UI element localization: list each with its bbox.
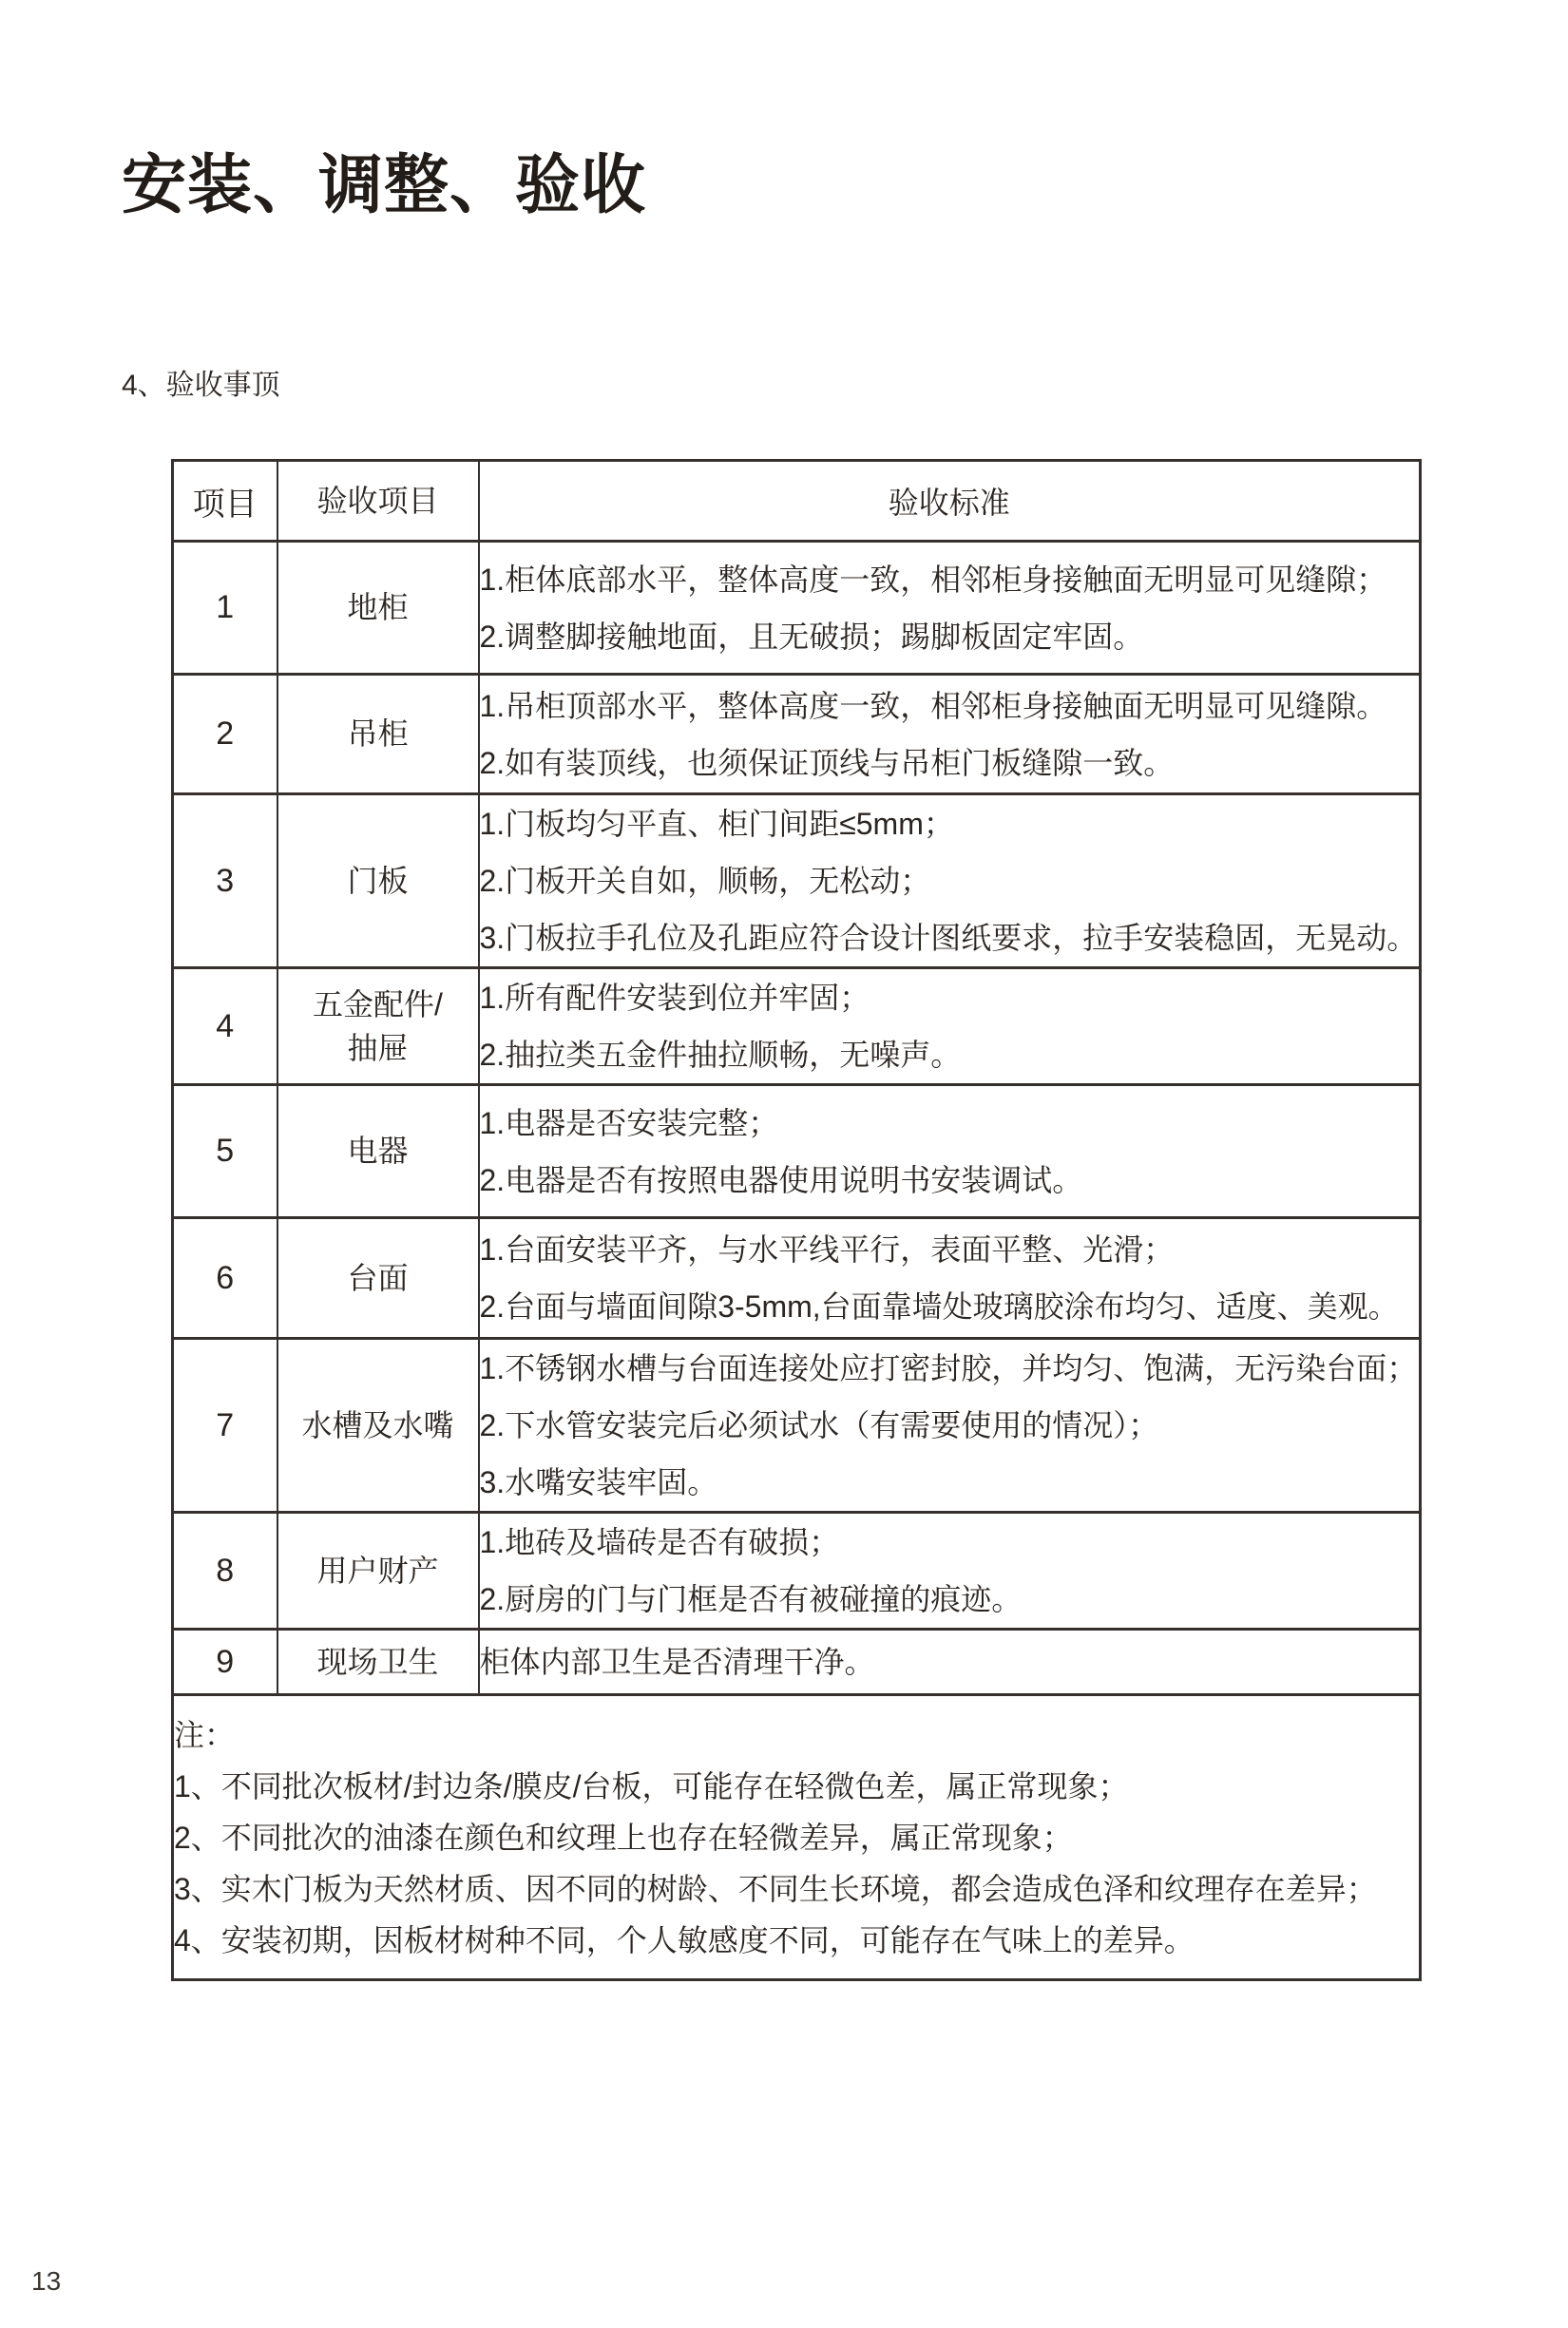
table-row [173,1630,1421,1695]
note-line: 1、不同批次板材/封边条/膜皮/台板，可能存在轻微色差，属正常现象； [174,1768,1129,1803]
row-number: 3 [173,794,277,968]
standard-line: 1.电器是否安装完整； [479,1105,779,1140]
col-header-item-no: 项目 [173,461,277,542]
standard-line: 3.门板拉手孔位及孔距应符合设计图纸要求，拉手安装稳固，无晃动。 [479,921,1418,955]
row-number: 2 [173,675,277,794]
table-header-row [173,461,1421,542]
row-item-name [277,968,479,1085]
row-item-line: 抽屉 [347,1031,409,1065]
table-row [173,794,1421,968]
standard-line: 2.电器是否有按照电器使用说明书安装调试。 [479,1162,1083,1197]
note-line: 2、不同批次的油漆在颜色和纹理上也存在轻微差异，属正常现象； [174,1820,1073,1855]
standard-line: 1.不锈钢水槽与台面连接处应打密封胶，并均匀、饱满，无污染台面； [479,1351,1418,1385]
row-number: 8 [173,1513,277,1630]
row-item-name: 吊柜 [277,675,479,794]
notes-cell [173,1695,1421,1980]
note-line: 3、实木门板为天然材质、因不同的树龄、不同生长环境，都会造成色泽和纹理存在差异； [174,1871,1377,1906]
table-row [173,675,1421,794]
note-line: 4、安装初期，因板材树种不同，个人敏感度不同，可能存在气味上的差异。 [174,1922,1195,1957]
acceptance-table [171,459,1422,1981]
row-standard-cell [479,542,1421,675]
standard-line: 3.水嘴安装牢固。 [479,1465,718,1499]
row-standard-cell [479,794,1421,968]
row-item-line: 五金配件/ [313,986,443,1021]
col-header-acceptance-item: 验收项目 [277,461,479,542]
section-heading: 4、验收事顶 [122,370,280,401]
standard-line: 1.地砖及墙砖是否有破损； [479,1525,840,1559]
row-standard-cell [479,968,1421,1085]
standard-line: 1.台面安装平齐，与水平线平行，表面平整、光滑； [479,1232,1175,1267]
table-row [173,1339,1421,1513]
page-title: 安装、调整、验收 [122,149,647,221]
row-item-name: 台面 [277,1218,479,1339]
row-standard-cell [479,675,1421,794]
standard-line: 2.如有装顶线，也须保证顶线与吊柜门板缝隙一致。 [479,745,1175,780]
standard-line: 2.下水管安装完后必须试水（有需要使用的情况）； [479,1408,1159,1442]
row-standard-cell [479,1630,1421,1695]
row-number: 1 [173,542,277,675]
table-row [173,542,1421,675]
table-row [173,1085,1421,1218]
row-item-name: 门板 [277,794,479,968]
page-number: 13 [31,2266,62,2296]
row-number: 7 [173,1339,277,1513]
row-standard-cell [479,1085,1421,1218]
row-standard-cell [479,1513,1421,1630]
standard-line: 2.抽拉类五金件抽拉顺畅，无噪声。 [479,1038,962,1072]
col-header-acceptance-standard: 验收标准 [479,461,1421,542]
standard-line: 2.厨房的门与门框是否有被碰撞的痕迹。 [479,1582,1023,1616]
row-number: 9 [173,1630,277,1695]
standard-line: 1.吊柜顶部水平，整体高度一致，相邻柜身接触面无明显可见缝隙。 [479,688,1387,723]
standard-line: 2.门板开关自如，顺畅，无松动； [479,864,931,898]
row-item-name: 水槽及水嘴 [277,1339,479,1513]
row-item-name: 现场卫生 [277,1630,479,1695]
table-row [173,1513,1421,1630]
row-number: 6 [173,1218,277,1339]
standard-line: 2.调整脚接触地面，且无破损；踢脚板固定牢固。 [479,619,1144,654]
row-number: 5 [173,1085,277,1218]
notes-label: 注： [174,1717,236,1752]
row-item-name: 地柜 [277,542,479,675]
table-notes-row [173,1695,1421,1980]
table-row [173,1218,1421,1339]
row-item-name: 用户财产 [277,1513,479,1630]
standard-line: 1.所有配件安装到位并牢固； [479,981,870,1015]
table-row [173,968,1421,1085]
standard-line: 1.柜体底部水平，整体高度一致，相邻柜身接触面无明显可见缝隙； [479,562,1387,597]
standard-line: 柜体内部卫生是否清理干净。 [479,1645,875,1679]
standard-line: 2.台面与墙面间隙3-5mm,台面靠墙处玻璃胶涂布均匀、适度、美观。 [479,1289,1399,1324]
row-item-name: 电器 [277,1085,479,1218]
standard-line: 1.门板均匀平直、柜门间距≤5mm； [479,807,954,841]
row-number: 4 [173,968,277,1085]
row-standard-cell [479,1218,1421,1339]
row-standard-cell [479,1339,1421,1513]
